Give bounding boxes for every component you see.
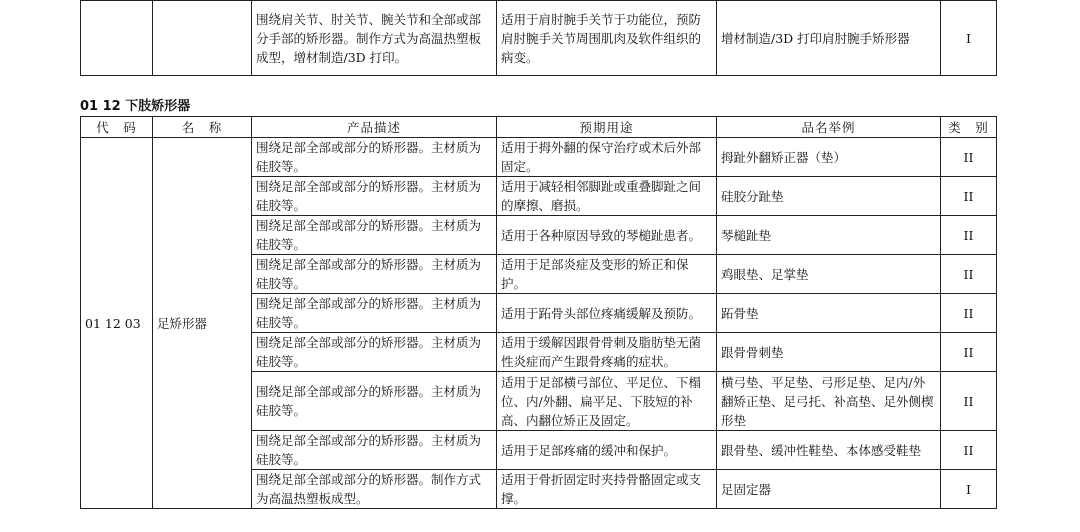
cell-category: II bbox=[941, 294, 997, 333]
cell-examples: 硅胶分趾垫 bbox=[717, 177, 941, 216]
cell-description: 围绕足部全部或部分的矫形器。主材质为硅胶等。 bbox=[252, 372, 497, 431]
cell-category: II bbox=[941, 372, 997, 431]
header-examples: 品名举例 bbox=[717, 117, 941, 138]
cell-usage: 适用于拇外翻的保守治疗或术后外部固定。 bbox=[497, 138, 717, 177]
header-name: 名 称 bbox=[153, 117, 252, 138]
table-row bbox=[81, 1, 997, 76]
cell-usage: 适用于足部疼痛的缓冲和保护。 bbox=[497, 431, 717, 470]
cell-category: II bbox=[941, 138, 997, 177]
cell-description: 围绕肩关节、肘关节、腕关节和全部或部分手部的矫形器。制作方式为高温热塑板成型，增材制造/3D 打印。 bbox=[252, 1, 497, 76]
cell-usage: 适用于跖骨头部位疼痛缓解及预防。 bbox=[497, 294, 717, 333]
header-code: 代 码 bbox=[81, 117, 153, 138]
cell-examples: 跟骨垫、缓冲性鞋垫、本体感受鞋垫 bbox=[717, 431, 941, 470]
cell-description: 围绕足部全部或部分的矫形器。主材质为硅胶等。 bbox=[252, 216, 497, 255]
header-row bbox=[81, 117, 997, 138]
cell-examples: 横弓垫、平足垫、弓形足垫、足内/外翻矫正垫、足弓托、补高垫、足外侧楔形垫 bbox=[717, 372, 941, 431]
header-description: 产品描述 bbox=[252, 117, 497, 138]
cell-examples: 鸡眼垫、足掌垫 bbox=[717, 255, 941, 294]
cell-examples: 跟骨骨刺垫 bbox=[717, 333, 941, 372]
lower-limb-orthosis-table bbox=[80, 116, 997, 509]
cell-code bbox=[81, 1, 153, 76]
cell-category: II bbox=[941, 177, 997, 216]
cell-examples: 跖骨垫 bbox=[717, 294, 941, 333]
cell-description: 围绕足部全部或部分的矫形器。主材质为硅胶等。 bbox=[252, 138, 497, 177]
header-usage: 预期用途 bbox=[497, 117, 717, 138]
cell-description: 围绕足部全部或部分的矫形器。主材质为硅胶等。 bbox=[252, 294, 497, 333]
cell-usage: 适用于骨折固定时夹持骨骼固定或支撑。 bbox=[497, 470, 717, 509]
cell-category: I bbox=[941, 470, 997, 509]
cell-category: II bbox=[941, 255, 997, 294]
group-code: 01 12 03 bbox=[81, 138, 153, 509]
cell-examples: 拇趾外翻矫正器（垫） bbox=[717, 138, 941, 177]
cell-examples: 琴槌趾垫 bbox=[717, 216, 941, 255]
cell-description: 围绕足部全部或部分的矫形器。主材质为硅胶等。 bbox=[252, 255, 497, 294]
cell-usage: 适用于足部横弓部位、平足位、下榻位、内/外翻、扁平足、下肢短的补高、内翻位矫正及固定。 bbox=[497, 372, 717, 431]
cell-description: 围绕足部全部或部分的矫形器。主材质为硅胶等。 bbox=[252, 431, 497, 470]
cell-description: 围绕足部全部或部分的矫形器。主材质为硅胶等。 bbox=[252, 177, 497, 216]
cell-category: II bbox=[941, 333, 997, 372]
cell-description: 围绕足部全部或部分的矫形器。制作方式为高温热塑板成型。 bbox=[252, 470, 497, 509]
cell-category: II bbox=[941, 431, 997, 470]
header-category: 类 别 bbox=[941, 117, 997, 138]
cell-examples: 足固定器 bbox=[717, 470, 941, 509]
table-row bbox=[81, 138, 997, 177]
cell-usage: 适用于各种原因导致的琴槌趾患者。 bbox=[497, 216, 717, 255]
cell-usage: 适用于缓解因跟骨骨刺及脂肪垫无菌性炎症而产生跟骨疼痛的症状。 bbox=[497, 333, 717, 372]
cell-category: II bbox=[941, 216, 997, 255]
cell-examples: 增材制造/3D 打印肩肘腕手矫形器 bbox=[717, 1, 941, 76]
group-name: 足矫形器 bbox=[153, 138, 252, 509]
previous-page-table bbox=[80, 0, 997, 76]
section-title: 01 12 下肢矫形器 bbox=[80, 99, 191, 114]
cell-description: 围绕足部全部或部分的矫形器。主材质为硅胶等。 bbox=[252, 333, 497, 372]
cell-usage: 适用于足部炎症及变形的矫正和保护。 bbox=[497, 255, 717, 294]
cell-usage: 适用于肩肘腕手关节于功能位，预防肩肘腕手关节周围肌肉及软件组织的病变。 bbox=[497, 1, 717, 76]
cell-name bbox=[153, 1, 252, 76]
cell-usage: 适用于减轻相邻脚趾或重叠脚趾之间的摩擦、磨损。 bbox=[497, 177, 717, 216]
cell-category: I bbox=[941, 1, 997, 76]
